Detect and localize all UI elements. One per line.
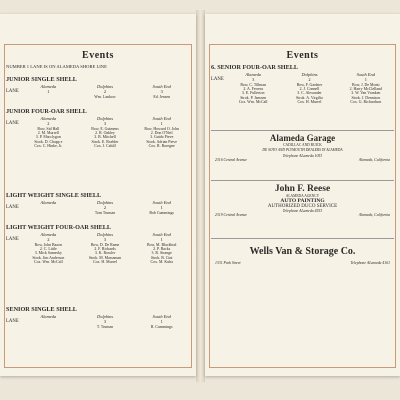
ad-city: Alameda, California — [358, 213, 390, 217]
crew-name: 3. Guido Pieve — [150, 135, 174, 140]
crew-row — [6, 144, 190, 148]
crew-name: Strok. P. Janssen — [240, 95, 267, 100]
crew-name: 3. P. Macclygon — [35, 135, 61, 140]
lane-label: LANE — [6, 89, 19, 95]
crew-name: Wm. Lankow — [94, 94, 116, 99]
team-header: South End — [152, 84, 171, 89]
divider — [211, 180, 394, 181]
team-header: South End — [152, 314, 171, 319]
ad-wells-van — [215, 246, 390, 265]
crew-name: Cox. H. Murrel — [93, 260, 117, 265]
crew-name: Strok. A. Virgilio — [296, 95, 323, 100]
team-header: Dolphins — [96, 200, 114, 205]
team-header: Alameda — [40, 232, 57, 237]
ad-title: John F. Reese — [274, 184, 331, 194]
race-title: JUNIOR SINGLE SHELL — [6, 76, 77, 83]
ad-phone: Telephone ALameda 4553 — [282, 209, 323, 213]
ad-address-row — [215, 261, 390, 265]
crew-name: 2. A. Ferrera — [243, 87, 263, 91]
team-header: Alameda — [40, 200, 57, 205]
divider — [211, 130, 394, 131]
race-title: SENIOR SINGLE SHELL — [6, 306, 77, 313]
race-title: JUNIOR FOUR-OAR SHELL — [6, 108, 87, 115]
crew-name: 2. M. Murrell — [37, 131, 59, 135]
team-header: Alameda — [245, 72, 261, 77]
crew-name: Tom Truman — [94, 210, 116, 215]
ad-phone: Telephone ALameda 1053 — [282, 154, 323, 158]
crew-name: 3. K. Rossler — [94, 251, 116, 256]
race-title: LIGHT WEIGHT FOUR-OAR SHELL — [6, 224, 112, 231]
crew-name: Cox. M. Kuba — [150, 260, 173, 265]
ad-line: CADILLAC AND BUICK — [283, 143, 322, 147]
crew-name: Strok. B. Cini — [150, 255, 173, 260]
crew-row — [6, 95, 190, 99]
lane-label: LANE — [6, 319, 19, 325]
crew-name: Cox. Wm. McCall — [33, 260, 63, 265]
crew-name: T. Truman — [96, 324, 114, 329]
team-header: South End — [356, 72, 375, 77]
ad-address-row — [215, 158, 390, 162]
crew-name: Ed. Jensen — [153, 94, 170, 99]
ad-title: Wells Van & Storage Co. — [249, 246, 356, 257]
crew-name: 3. C. Alexander — [297, 91, 322, 96]
team-header: Alameda — [40, 84, 57, 89]
crew-name: 3. Mick Samesky — [34, 251, 62, 256]
crew-name: Cox. C. Hinke, Jr. — [34, 144, 63, 149]
page-gutter — [196, 10, 205, 382]
crew-name: Cox. H. Murrel — [297, 100, 322, 105]
race-block — [6, 76, 190, 99]
crew-name: Bow, Sid Hall — [37, 126, 60, 131]
crew-name: Bow, D. De Rame — [90, 242, 120, 247]
lane-number: 1 — [160, 205, 163, 211]
lane-number: 2 — [308, 77, 311, 83]
crew-name: Cox. Wm. McCall — [238, 100, 268, 105]
lane-note: NUMBER 1 LANE IS ON ALAMEDA SHORE LINE — [6, 64, 107, 69]
lane-number: 1 — [160, 319, 163, 325]
team-header: South End — [152, 200, 171, 205]
lane-number: 1 — [160, 237, 163, 243]
crew-row — [6, 211, 190, 215]
crew-name: 2. Don O'Neil — [150, 131, 173, 135]
spacer — [6, 325, 20, 329]
ad-city: Alameda, California — [358, 158, 390, 162]
race-block — [211, 64, 394, 105]
lane-number: 2 — [47, 121, 50, 127]
ad-line: AUTHORIZED DUCO SERVICE — [267, 204, 338, 209]
lane-label: LANE — [6, 205, 19, 211]
crew-row — [6, 260, 190, 264]
lane-label: LANE — [211, 77, 224, 83]
crew-name — [20, 95, 77, 99]
crew-row — [6, 325, 190, 329]
race-title: 6. SENIOR FOUR-OAR SHELL — [211, 64, 298, 71]
crew-name: Cox. J. Cahill — [94, 144, 116, 149]
crew-name: Bow, John Bazon — [34, 242, 62, 247]
crew-name: 2. Harry McClelland — [349, 87, 382, 91]
crew-name: Bob Cummings — [149, 210, 174, 215]
lane-number: 2 — [103, 89, 107, 95]
race-block — [6, 306, 190, 329]
team-header: South End — [152, 116, 171, 121]
spacer — [211, 100, 225, 104]
race-block — [6, 192, 190, 215]
lane-number: 1 — [160, 121, 163, 127]
lane-number: 3 — [103, 237, 107, 243]
crew-name: 3. B. Mitchell — [94, 135, 116, 140]
right-page — [205, 14, 400, 376]
left-page — [0, 14, 196, 376]
team-header: Dolphins — [96, 84, 114, 89]
race-block — [6, 108, 190, 149]
left-events-title: Events — [82, 50, 114, 61]
crew-name: 2. R. Oakley — [95, 131, 115, 135]
ad-line: ALAMEDA AGENCY — [285, 194, 320, 198]
crew-name: Strok. Jim Anderson — [32, 255, 65, 260]
ad-address: 2319 Central Avenue — [215, 213, 247, 217]
crew-name: Bow, C. Tillman — [240, 82, 267, 87]
team-header: Dolphins — [301, 72, 318, 77]
divider — [211, 238, 394, 239]
team-header: Dolphins — [96, 116, 114, 121]
ad-john-reese — [215, 184, 390, 217]
crew-name — [20, 325, 77, 329]
ad-address: 1331 Park Street — [215, 261, 241, 265]
crew-name: 2. C. Little — [39, 247, 57, 251]
lane-number: 2 — [103, 205, 107, 211]
crew-name: Strok. E. Roebler — [91, 139, 119, 144]
crew-name: Cox. R. Roregne — [148, 144, 175, 149]
crew-name: Bow, M. Blackbod — [147, 242, 177, 247]
ad-line: AUTO PAINTING — [280, 198, 325, 204]
lane-number: 1 — [364, 77, 367, 83]
crew-name: 3. R. Strange — [151, 251, 172, 256]
crew-name — [20, 211, 77, 215]
crew-name: Strok. J. Dennison — [351, 95, 381, 100]
lane-number: 3 — [103, 319, 107, 325]
crew-name: 3. W. Van Vranken — [351, 91, 381, 96]
lane-number: 3 — [160, 89, 163, 95]
crew-name: 2. J. Connell — [299, 87, 320, 91]
ad-alameda-garage — [215, 133, 390, 162]
lane-number: 1 — [47, 89, 50, 95]
crew-name: Bow, F. Gardner — [296, 82, 323, 87]
team-header: South End — [152, 232, 171, 237]
team-header: Alameda — [40, 116, 57, 121]
lane-number: 3 — [103, 121, 107, 127]
ad-line: DE SOTO AND PLYMOUTH DEALERS IN ALAMEDA — [262, 148, 343, 152]
crew-name: R. Cummings — [150, 324, 173, 329]
lane-label: LANE — [6, 121, 19, 127]
spacer — [6, 95, 20, 99]
race-block — [6, 224, 190, 265]
crew-name: Bow, E. Guimens — [91, 126, 119, 131]
crew-name: Bow, Howard O. John — [144, 126, 179, 131]
ad-title: Alameda Garage — [269, 133, 336, 143]
team-header: Dolphins — [96, 314, 114, 319]
spacer — [6, 211, 20, 215]
ad-address: 2316 Central Avenue — [215, 158, 247, 162]
crew-row — [211, 100, 394, 104]
lane-number: 2 — [47, 237, 50, 243]
crew-name: Strok. Adrian Pieve — [146, 139, 177, 144]
ad-phone: Telephone ALameda 4161 — [350, 261, 390, 265]
right-events-title: Events — [286, 50, 319, 61]
crew-name: 2. F. Richards — [94, 247, 116, 251]
team-header: Dolphins — [96, 232, 114, 237]
crew-name: Strok. D. Chapp e — [34, 139, 63, 144]
crew-name: Bow, J. De Monti — [352, 82, 380, 87]
crew-name: Cox. G. Richardson — [350, 100, 382, 105]
race-title: LIGHT WEIGHT SINGLE SHELL — [6, 192, 102, 199]
spacer — [6, 144, 20, 148]
crew-name: Strok. M. Masssman — [88, 255, 122, 260]
lane-label: LANE — [6, 237, 19, 243]
spacer — [6, 260, 20, 264]
lane-number: 3 — [252, 77, 255, 83]
crew-name: 2. P. Backs — [153, 247, 171, 251]
team-header: Alameda — [40, 314, 57, 319]
crew-name: 3. E. Fullerton — [241, 91, 265, 96]
ad-address-row — [215, 213, 390, 217]
